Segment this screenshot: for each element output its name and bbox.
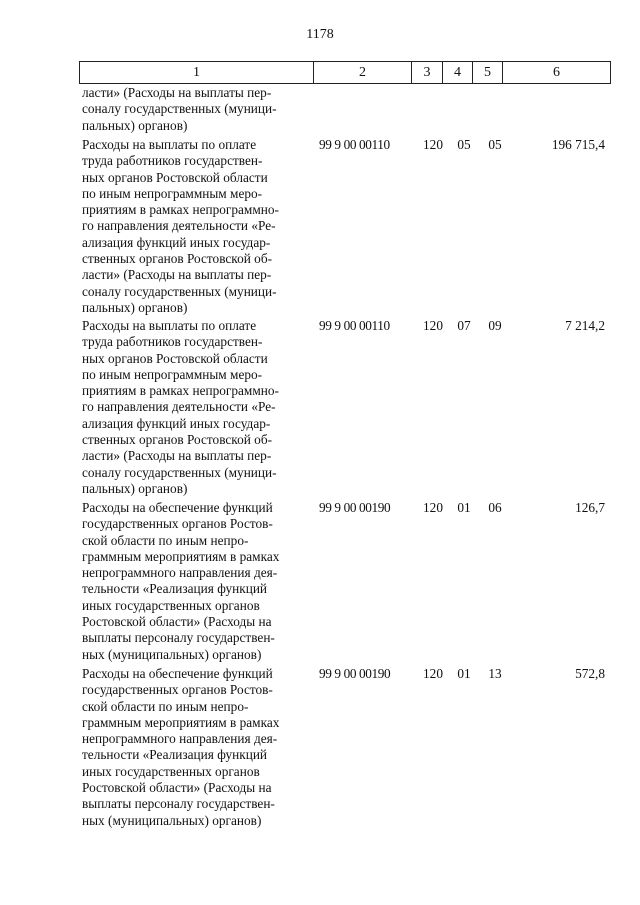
description-line: государственных органов Ростов- xyxy=(82,516,273,532)
target-code: 99 9 00 00110 xyxy=(319,137,390,152)
section-code: 07 xyxy=(457,318,471,333)
description-line: ласти» (Расходы на выплаты пер- xyxy=(82,448,272,464)
amount: 7 214,2 xyxy=(565,318,605,333)
description-line: выплаты персоналу государствен- xyxy=(82,796,275,812)
description-line: Ростовской области» (Расходы на xyxy=(82,780,272,796)
row-description xyxy=(82,137,307,316)
description-line: государственных органов Ростов- xyxy=(82,682,273,698)
description-line: го направления деятельности «Ре- xyxy=(82,399,276,415)
amount: 126,7 xyxy=(575,500,605,515)
header-col-5: 5 xyxy=(473,62,503,84)
target-code: 99 9 00 00190 xyxy=(319,666,391,681)
description-line: иных государственных органов xyxy=(82,597,260,613)
expense-type: 120 xyxy=(423,318,443,333)
header-col-6: 6 xyxy=(503,62,611,84)
description-line: соналу государственных (муници- xyxy=(82,101,277,117)
description-line: ализация функций иных государ- xyxy=(82,234,271,250)
description-line: Расходы на обеспечение функций xyxy=(82,500,273,515)
description-line: го направления деятельности «Ре- xyxy=(82,218,276,234)
description-line: тельности «Реализация функций xyxy=(82,747,268,763)
description-line: ласти» (Расходы на выплаты пер- xyxy=(82,267,272,283)
subsection-code: 06 xyxy=(488,500,502,515)
description-line: граммным мероприятиям в рамках xyxy=(82,548,280,564)
description-line: ласти» (Расходы на выплаты пер- xyxy=(82,85,272,100)
header-col-4: 4 xyxy=(443,62,473,84)
page-number: 1178 xyxy=(306,27,334,42)
description-line: Расходы на обеспечение функций xyxy=(82,666,273,681)
target-code: 99 9 00 00190 xyxy=(319,500,391,515)
row-description xyxy=(82,500,307,663)
section-code: 01 xyxy=(457,500,471,515)
description-line: приятиям в рамках непрограммно- xyxy=(82,383,279,399)
amount: 196 715,4 xyxy=(551,137,605,152)
description-line: выплаты персоналу государствен- xyxy=(82,630,275,646)
description-line: ской области по иным непро- xyxy=(82,698,249,714)
description-line: по иным непрограммным меро- xyxy=(82,366,263,382)
target-code: 99 9 00 00110 xyxy=(319,318,390,333)
subsection-code: 13 xyxy=(488,666,502,681)
description-line: соналу государственных (муници- xyxy=(82,464,277,480)
description-line: граммным мероприятиям в рамках xyxy=(82,714,280,730)
description-line: Расходы на выплаты по оплате xyxy=(82,137,257,152)
description-line: ных (муниципальных) органов) xyxy=(82,812,262,828)
header-col-3: 3 xyxy=(412,62,443,84)
expense-type: 120 xyxy=(423,666,443,681)
continuation-text xyxy=(82,85,307,134)
description-line: ных (муниципальных) органов) xyxy=(82,646,262,662)
description-line: ственных органов Ростовской об- xyxy=(82,251,273,267)
description-line: Расходы на выплаты по оплате xyxy=(82,318,257,333)
description-line: пальных) органов) xyxy=(82,299,188,315)
expense-type: 120 xyxy=(423,137,443,152)
table-header xyxy=(79,61,611,84)
header-col-2: 2 xyxy=(314,62,412,84)
header-col-1: 1 xyxy=(80,62,314,84)
description-line: непрограммного направления дея- xyxy=(82,565,278,581)
description-line: пальных) органов) xyxy=(82,117,188,133)
description-line: ных органов Ростовской области xyxy=(82,350,268,366)
description-line: тельности «Реализация функций xyxy=(82,581,268,597)
description-line: Ростовской области» (Расходы на xyxy=(82,614,272,630)
section-code: 01 xyxy=(457,666,471,681)
description-line: ской области по иным непро- xyxy=(82,532,249,548)
description-line: иных государственных органов xyxy=(82,763,260,779)
description-line: труда работников государствен- xyxy=(82,334,263,350)
row-description xyxy=(82,318,307,497)
subsection-code: 05 xyxy=(488,137,502,152)
description-line: по иным непрограммным меро- xyxy=(82,185,263,201)
row-description xyxy=(82,666,307,829)
amount: 572,8 xyxy=(575,666,605,681)
description-line: ных органов Ростовской области xyxy=(82,169,268,185)
description-line: ственных органов Ростовской об- xyxy=(82,432,273,448)
description-line: соналу государственных (муници- xyxy=(82,283,277,299)
description-line: непрограммного направления дея- xyxy=(82,731,278,747)
section-code: 05 xyxy=(457,137,471,152)
description-line: ализация функций иных государ- xyxy=(82,415,271,431)
description-line: приятиям в рамках непрограммно- xyxy=(82,202,279,218)
header-row xyxy=(80,62,611,84)
description-line: труда работников государствен- xyxy=(82,153,263,169)
description-line: пальных) органов) xyxy=(82,480,188,496)
subsection-code: 09 xyxy=(488,318,502,333)
expense-type: 120 xyxy=(423,500,443,515)
